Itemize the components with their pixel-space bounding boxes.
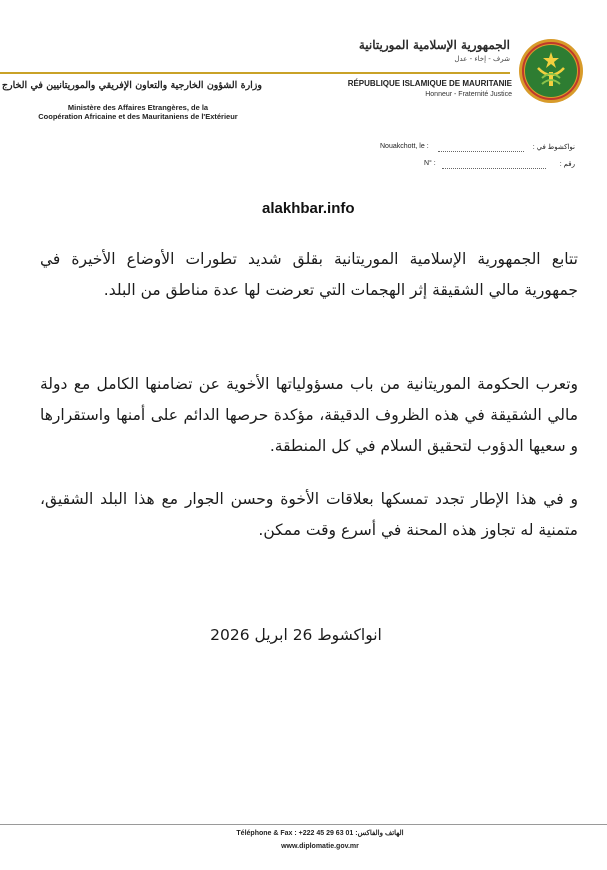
place-date-label-fr: Nouakchott, le : <box>380 143 429 150</box>
footer-website: www.diplomatie.gov.mr <box>281 843 359 850</box>
number-row <box>380 160 575 172</box>
ministry-name-fr-line2: Coopération Africaine et des Mauritaniens de l'Extérieur <box>38 112 238 121</box>
statement-paragraph-2: وتعرب الحكومة الموريتانية من باب مسؤولياتها الأخوية عن تضامنها الكامل مع دولة مالي الشقيقة في هذه الظروف الدقيقة، مؤكدة حرصها الدائم على أمنها واستقرارها و سعيها الدؤوب لتحقيق السلام في كل المنطقة. <box>40 375 578 455</box>
place-date-row <box>380 143 575 155</box>
national-emblem-icon <box>518 38 584 104</box>
number-label-fr: N° : <box>424 160 436 167</box>
motto-fr: Honneur - Fraternité Justice <box>425 91 512 98</box>
place-date-blank <box>438 151 524 152</box>
ministry-name-fr-line1: Ministère des Affaires Etrangères, de la <box>67 103 209 112</box>
source-watermark: alakhbar.info <box>262 200 355 217</box>
footer-phone-fax: Téléphone & Fax : +222 45 29 63 01 :الهاتف والفاكس <box>236 830 404 837</box>
place-date-label-ar: نواكشوط في : <box>532 144 575 151</box>
number-blank <box>442 168 546 169</box>
number-label-ar: رقم : <box>559 161 575 168</box>
statement-paragraph-3: و في هذا الإطار تجدد تمسكها بعلاقات الأخوة وحسن الجوار مع هذا البلد الشقيق، متمنية له تجاوز هذه المحنة في أسرع وقت ممكن. <box>40 490 578 539</box>
republic-title-fr: RÉPUBLIQUE ISLAMIQUE DE MAURITANIE <box>347 79 512 88</box>
footer-divider <box>0 824 607 825</box>
signing-date: انواكشوط 26 ابريل 2026 <box>210 626 382 644</box>
statement-paragraph-1: تتابع الجمهورية الإسلامية الموريتانية بقلق شديد تطورات الأوضاع الأخيرة في جمهورية مالي الشقيقة إثر الهجمات التي تعرضت لها عدة مناطق من البلد. <box>40 250 578 299</box>
header-divider <box>0 72 510 74</box>
ministry-name-ar: وزارة الشؤون الخارجية والتعاون الإفريقي والموريتانيين في الخارج <box>1 80 262 91</box>
motto-ar: شرف - إخاء - عدل <box>454 55 510 63</box>
ministry-name-fr <box>18 103 258 121</box>
republic-title-ar: الجمهورية الإسلامية الموريتانية <box>358 38 510 52</box>
